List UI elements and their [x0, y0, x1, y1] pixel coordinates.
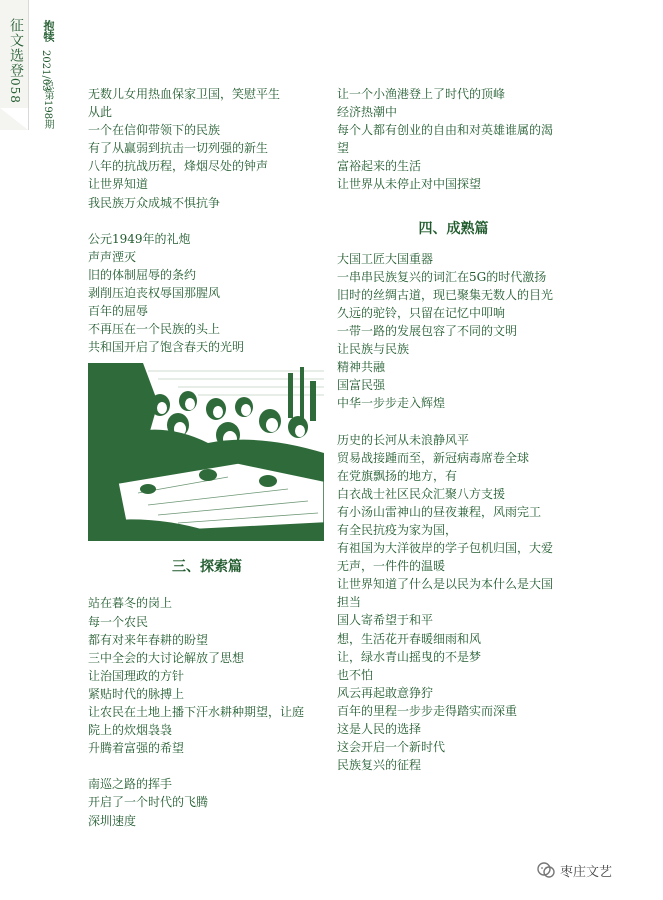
poem-line: 三中全会的大讨论解放了思想 — [88, 650, 245, 665]
magazine-name: 抱犊 — [42, 20, 55, 42]
poem-line: 让世界知道 — [88, 177, 149, 192]
section-title: 征文选登 — [8, 18, 24, 78]
poem-line: 每个人都有创业的自由和对英雄谁属的渴 — [337, 123, 554, 138]
poem-line: 让一个小渔港登上了时代的顶峰 — [337, 87, 506, 101]
poem-line: 想，生活花开春暖细雨和风 — [337, 631, 482, 646]
poem-line: 旧时的丝绸古道，现已聚集无数人的目光 — [337, 287, 554, 302]
poem-line: 让世界从未停止对中国探望 — [337, 177, 482, 192]
poem-line: 百年的里程一步步走得踏实而深重 — [337, 703, 518, 718]
poem-line: 让治国理政的方针 — [88, 668, 185, 683]
poem-line: 共和国开启了饱含春天的光明 — [88, 340, 245, 355]
poem-line: 大国工匠大国重器 — [337, 251, 434, 266]
poem-line: 公元1949年的礼炮 — [88, 231, 191, 246]
poem-line: 让世界知道了什么是以民为本什么是大国 — [337, 577, 554, 592]
watermark-text: 枣庄文艺 — [560, 864, 613, 880]
poem-line: 无数儿女用热血保家卫国，笑慰平生 — [88, 87, 281, 101]
poem-line: 国人寄希望于和平 — [337, 613, 434, 628]
stanza — [337, 85, 570, 194]
poem-line: 贸易战接踵而至，新冠病毒席卷全球 — [337, 450, 530, 465]
poem-line: 担当 — [337, 595, 362, 610]
wechat-icon — [536, 860, 556, 880]
poem-line: 开启了一个时代的飞腾 — [88, 795, 209, 810]
poem-line: 声声湮灭 — [88, 249, 137, 264]
poem-line: 深圳速度 — [88, 813, 137, 828]
poem-line: 从此 — [88, 105, 113, 120]
poem-line: 望 — [337, 141, 350, 156]
poem-line: 在党旗飘扬的地方，有 — [337, 468, 458, 483]
poem-line: 剥削压迫丧权辱国那腥风 — [88, 286, 221, 301]
poem-line: 都有对来年春耕的盼望 — [88, 632, 209, 647]
stanza — [88, 594, 326, 757]
stanza — [88, 230, 326, 357]
poem-line: 历史的长河从未浪静风平 — [337, 432, 470, 447]
poem-line: 站在暮冬的岗上 — [88, 596, 173, 611]
poem-line: 有祖国为大洋彼岸的学子包机归国，大爱 — [337, 541, 554, 556]
poem-line: 中华一步步走入辉煌 — [337, 396, 446, 411]
stanza — [88, 775, 326, 829]
poem-line: 一个在信仰带领下的民族 — [88, 123, 221, 138]
watermark-logo — [536, 860, 612, 880]
poem-line: 让农民在土地上播下汗水耕种期望，让庭 — [88, 704, 305, 719]
poem-line: 有全民抗疫为家为国， — [337, 522, 458, 537]
poem-line: 院上的炊烟袅袅 — [88, 723, 173, 738]
poem-line: 也不怕 — [337, 667, 374, 682]
poem-line: 一串串民族复兴的词汇在5G的时代激扬 — [337, 269, 547, 284]
poem-line: 有小汤山雷神山的昼夜兼程，风雨完工 — [337, 504, 542, 519]
poem-line: 有了从赢弱到抗击一切列强的新生 — [88, 141, 269, 156]
poem-line: 经济热潮中 — [337, 105, 398, 120]
poem-line: 百年的屈辱 — [88, 304, 149, 319]
poem-line: 民族复兴的征程 — [337, 758, 422, 773]
stanza — [337, 250, 570, 413]
poem-line: 让，绿水青山摇曳的不是梦 — [337, 649, 482, 664]
poem-line: 旧的体制屈辱的条约 — [88, 267, 197, 282]
stanza — [88, 85, 326, 212]
poem-line: 让民族与民族 — [337, 342, 410, 357]
poem-line: 久远的驼铃，只留在记忆中叩响 — [337, 305, 506, 320]
stanza — [337, 431, 570, 775]
page-number: 058 — [8, 78, 22, 104]
issue-number: 总第198期 — [42, 80, 53, 130]
poem-line: 我民族万众成城不惧抗争 — [88, 195, 221, 210]
poem-line: 南巡之路的挥手 — [88, 777, 173, 792]
poem-line: 这是人民的选择 — [337, 722, 422, 736]
poem-line: 白衣战士社区民众汇聚八方支援 — [337, 486, 506, 501]
right-column — [337, 85, 570, 774]
poem-line: 每一个农民 — [88, 614, 149, 629]
poem-line: 风云再起敢意狰狞 — [337, 685, 434, 700]
poem-line: 无声，一件件的温暖 — [337, 559, 446, 574]
poem-line: 国富民强 — [337, 378, 386, 393]
poem-line: 不再压在一个民族的头上 — [88, 322, 221, 337]
section-heading: 三、探索篇 — [172, 559, 242, 576]
section-heading: 四、成熟篇 — [418, 220, 489, 237]
poem-line: 一带一路的发展包容了不同的文明 — [337, 323, 518, 338]
poem-line: 紧贴时代的脉搏上 — [88, 686, 185, 701]
poem-line: 富裕起来的生活 — [337, 159, 422, 174]
poem-line: 升腾着富强的希望 — [88, 741, 185, 756]
issue-date: 2021/03 — [40, 50, 51, 92]
poem-line: 精神共融 — [337, 360, 386, 375]
poem-line: 八年的抗战历程，烽烟尽处的钟声 — [88, 159, 269, 174]
margin-tab-corner — [0, 108, 28, 130]
woodcut-illustration — [88, 363, 324, 541]
poem-line: 这会开启一个新时代 — [337, 740, 446, 755]
